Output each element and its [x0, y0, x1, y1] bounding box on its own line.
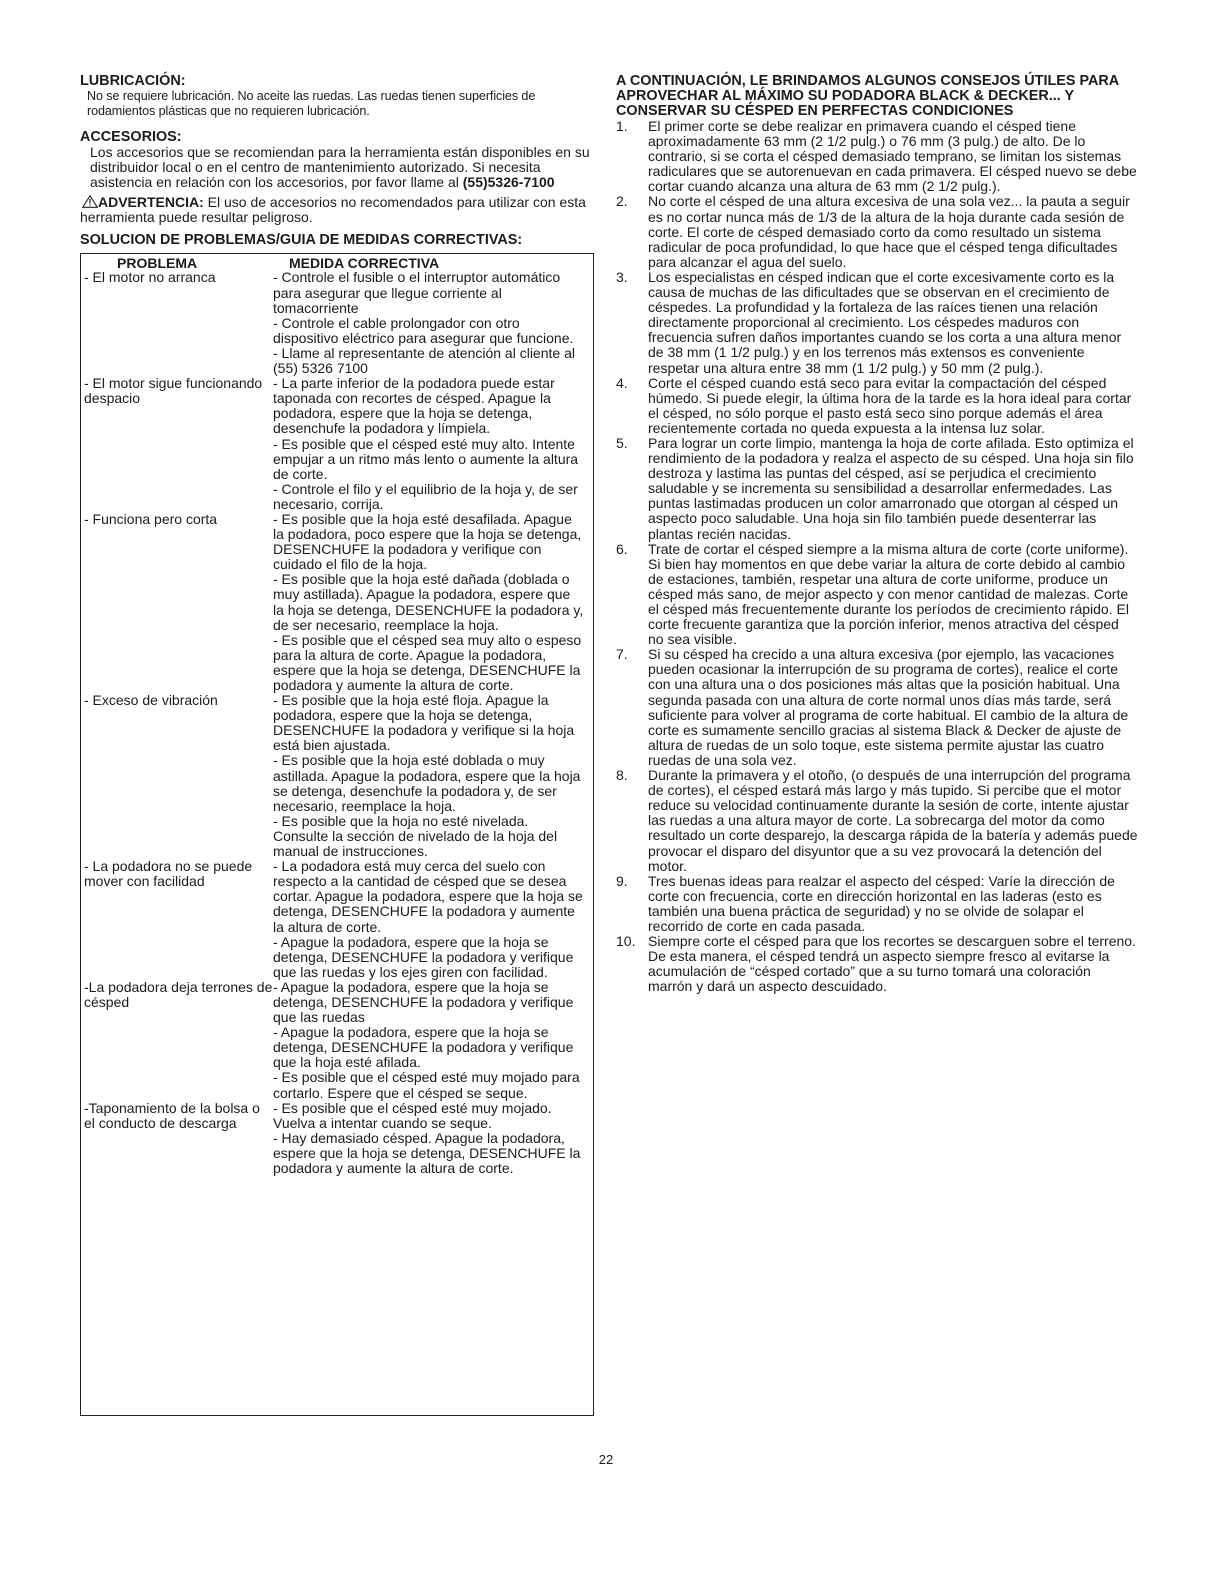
tip-number: 8. — [616, 767, 628, 784]
accessories-heading: ACCESORIOS: — [80, 129, 182, 145]
tip-text: Los especialistas en césped indican que el corte excesivamente corto es la causa de muchas de las dificultades que se observan en el crecimiento de céspedes. La profundidad y la fortaleza de las raíces tienen una relación directamente proporcional al crecimiento. Los céspedes maduros con frecuencia sufren daños importantes cuando se los corta a una altura menor de 38 mm (1 1/2 pulg.) y en los terrenos más extensos es conveniente respetar una altura entre 38 mm (1 1/2 pulg.) y 50 mm (2 pulg.). — [648, 268, 1122, 376]
table-row — [81, 980, 593, 1101]
action-cell — [273, 980, 585, 1101]
tip-number: 6. — [616, 540, 628, 557]
list-item — [616, 270, 1138, 376]
corrective-action: - Es posible que el césped esté muy mojado para cortarlo. Espere que el césped se seque. — [273, 1069, 580, 1101]
table-header — [81, 254, 593, 270]
tip-text: Tres buenas ideas para realzar el aspecto del césped: Varíe la dirección de corte con frecuencia, corte en dirección horizontal en las laderas (esto es también una buena práctica de seguridad) y no se olvide de solapar el recorrido de corte en cada pasada. — [648, 872, 1115, 934]
tip-number: 4. — [616, 374, 628, 391]
accessories-text — [90, 145, 596, 190]
problem-cell: - El motor no arranca — [84, 269, 216, 286]
lubrication-text: No se requiere lubricación. No aceite las ruedas. Las ruedas tienen superficies de rodamientos plásticas que no requieren lubricación. — [87, 89, 536, 118]
corrective-action: - Es posible que la hoja esté desafilada. Apague la podadora, poco espere que la hoja se detenga, DESENCHUFE la podadora y verifique con cuidado el filo de la hoja. — [273, 510, 582, 573]
tip-text: Para lograr un corte limpio, mantenga la hoja de corte afilada. Esto optimiza el rendimiento de la podadora y realza el aspecto de su césped. Una hoja sin filo destroza y lastima las puntas del césped, así se perjudica el crecimiento saludable y se incrementa su sensibilidad a desarrollar enfermedades. Las puntas lastimadas producen un color amarronado que otorgan al césped un aspecto poco saludable. Una hoja sin filo también puede desenterrar las plantas recién nacidas. — [648, 434, 1134, 542]
action-cell — [273, 1101, 585, 1176]
tip-text: Durante la primavera y el otoño, (o después de una interrupción del programa de cortes), el césped estará más largo y más tupido. Si percibe que el motor reduce su velocidad continuamente durante la sesión de corte, intente ajustar las ruedas a una altura mayor de corte. La sobrecarga del motor da como resultado un corte desparejo, la descarga rápida de la batería y además puede provocar el disparo del disyuntor que a su vez provocará la detención del motor. — [648, 767, 1138, 874]
corrective-action: - La parte inferior de la podadora puede estar taponada con recortes de césped. Apague la podadora, espere que la hoja se detenga, desenchufe la podadora y límpiela. — [273, 375, 555, 437]
table-row — [81, 270, 593, 376]
table-row — [81, 859, 593, 980]
action-cell — [273, 859, 585, 980]
tip-number: 10. — [616, 933, 636, 950]
problem-cell: - Funciona pero corta — [84, 510, 218, 527]
action-cell — [273, 693, 585, 859]
troubleshooting-table — [80, 253, 594, 1416]
corrective-action: - Es posible que el césped esté muy alto. Intente empujar a un ritmo más lento o aumente la altura de corte. — [273, 435, 579, 482]
accessories-body: Los accesorios que se recomiendan para la herramienta están disponibles en su distribuidor local o en el centro de mantenimiento autorizado. Si necesita asistencia en relación con los accesorios, por favor llame al — [90, 144, 590, 191]
corrective-action: - Es posible que el césped sea muy alto o espeso para la altura de corte. Apague la podadora, espere que la hoja se detenga, DESENCHUFE la podadora y aumente la altura de corte. — [273, 631, 582, 693]
left-column — [80, 74, 596, 1416]
corrective-action: - Es posible que la hoja esté doblada o muy astillada. Apague la podadora, espere que la hoja se detenga, desenchufe la podadora y, de ser necesario, reemplace la hoja. — [273, 752, 581, 814]
corrective-action: - Controle el fusible o el interruptor automático para asegurar que llegue corriente al tomacorriente — [273, 269, 561, 316]
right-column — [616, 74, 1138, 994]
problem-cell: -La podadora deja terrones de césped — [84, 978, 273, 1010]
corrective-action: - Es posible que la hoja esté floja. Apague la podadora, espere que la hoja se detenga, DESENCHUFE la podadora y verifique si la hoja está bien ajustada. — [273, 692, 575, 754]
corrective-action: - Controle el filo y el equilibrio de la hoja y, de ser necesario, corrija. — [273, 480, 578, 512]
list-item — [616, 542, 1138, 648]
problem-cell: - El motor sigue funcionando despacio — [84, 375, 263, 407]
tip-text: Corte el césped cuando está seco para evitar la compactación del césped húmedo. Si puede elegir, la última hora de la tarde es la hora ideal para cortar el césped, no sólo porque el pasto está seco sino porque además el área recientemente cortada no queda expuesta a la intensa luz solar. — [648, 374, 1132, 436]
warning-triangle-icon — [82, 195, 98, 208]
tip-number: 5. — [616, 434, 628, 451]
list-item — [616, 436, 1138, 542]
corrective-action: - La podadora está muy cerca del suelo con respecto a la cantidad de césped que se desea cortar. Apague la podadora, espere que la hoja se detenga, DESENCHUFE la podadora y aumente la altura de corte. — [273, 858, 583, 935]
tip-text: El primer corte se debe realizar en primavera cuando el césped tiene aproximadamente 63 mm (2 1/2 pulg.) o 76 mm (3 pulg.) de alto. De lo contrario, si se corta el césped demasiado temprano, se limitan los sistemas radiculares que se autorenuevan en cada primavera. El césped nuevo se debe cortar cuando alcanza una altura de 63 mm (2 1/2 pulg.). — [648, 118, 1137, 195]
table-body — [81, 270, 593, 1176]
list-item — [616, 647, 1138, 768]
tip-number: 9. — [616, 872, 628, 889]
list-item — [616, 194, 1138, 269]
problem-cell: - Exceso de vibración — [84, 692, 218, 709]
page-number: 22 — [598, 1452, 614, 1467]
corrective-action: - Hay demasiado césped. Apague la podadora, espere que la hoja se detenga, DESENCHUFE la podadora y aumente la altura de corte. — [273, 1129, 581, 1176]
warning-label: ADVERTENCIA: — [98, 194, 204, 211]
tip-number: 2. — [616, 193, 628, 210]
warning-text: El uso de accesorios no recomendados para utilizar con esta herramienta puede resultar peligroso. — [80, 194, 586, 226]
table-row — [81, 693, 593, 859]
corrective-action: - Controle el cable prolongador con otro dispositivo eléctrico para asegurar que funcione. — [273, 314, 574, 346]
problem-cell: - La podadora no se puede mover con facilidad — [84, 858, 253, 890]
corrective-action: - Apague la podadora, espere que la hoja se detenga, DESENCHUFE la podadora y verifique que la hoja esté afilada. — [273, 1024, 574, 1071]
problem-column-header: PROBLEMA — [117, 255, 198, 272]
list-item — [616, 874, 1138, 934]
troubleshooting-heading: SOLUCION DE PROBLEMAS/GUIA DE MEDIDAS CORRECTIVAS: — [80, 232, 523, 249]
corrective-action: - Llame al representante de atención al cliente al (55) 5326 7100 — [273, 344, 575, 377]
lubrication-heading: LUBRICACIÓN: — [80, 73, 186, 89]
tip-number: 3. — [616, 268, 628, 285]
tip-number: 7. — [616, 646, 628, 663]
action-cell — [273, 270, 585, 376]
tip-text: No corte el césped de una altura excesiva de una sola vez... la pauta a seguir es no cortar nunca más de 1/3 de la altura de la hoja durante cada sesión de corte. El corte de césped demasiado corto da como resultado un sistema radicular de poca profundidad, lo que hace que el césped tenga dificultades para alcanzar el agua del suelo. — [648, 193, 1130, 270]
corrective-action: - Es posible que la hoja esté dañada (doblada o muy astillada). Apague la podadora, espere que la hoja se detenga, DESENCHUFE la podadora y, de ser necesario, reemplace la hoja. — [273, 571, 584, 633]
corrective-action: - Apague la podadora, espere que la hoja se detenga, DESENCHUFE la podadora y verifique que las ruedas — [273, 978, 574, 1026]
list-item — [616, 119, 1138, 194]
list-item — [616, 376, 1138, 436]
corrective-action: - Es posible que el césped esté muy mojado. Vuelva a intentar cuando se seque. — [273, 1099, 552, 1131]
warning-paragraph — [80, 195, 596, 225]
corrective-action: - Apague la podadora, espere que la hoja se detenga, DESENCHUFE la podadora y verifique que las ruedas y los ejes giren con facilidad. — [273, 933, 574, 980]
corrective-action: - Es posible que la hoja no esté nivelada. Consulte la sección de nivelado de la hoja del manual de instrucciones. — [273, 812, 558, 860]
tip-text: Trate de cortar el césped siempre a la misma altura de corte (corte uniforme). Si bien hay momentos en que debe variar la altura de corte debido al cambio de estaciones, también, respetar una altura de corte uniforme, produce un césped más sano, de mejor aspecto y con menor cantidad de malezas. Corte el césped más frecuentemente durante los períodos de crecimiento rápido. El corte frecuente garantiza que la porción inferior, menos atractiva del césped no sea visible. — [648, 540, 1129, 648]
action-cell — [273, 512, 585, 693]
list-item — [616, 934, 1138, 994]
tip-number: 1. — [616, 118, 628, 134]
action-cell — [273, 376, 585, 512]
table-row — [81, 1101, 593, 1176]
tip-text: Siempre corte el césped para que los recortes se descarguen sobre el terreno. De esta manera, el césped tendrá un aspecto siempre fresco al evitarse la acumulación de “césped cortado” que a su turno tomará una coloración marrón y dará un aspecto descuidado. — [648, 933, 1136, 995]
list-item — [616, 768, 1138, 874]
table-row — [81, 512, 593, 693]
problem-cell: -Taponamiento de la bolsa o el conducto de descarga — [84, 1099, 260, 1131]
tip-text: Si su césped ha crecido a una altura excesiva (por ejemplo, las vacaciones pueden ocasionar la interrupción de su programa de cortes), realice el corte con una altura una o dos posiciones más altas que la posición habitual. Una segunda pasada con una altura de corte normal unos días más tarde, será suficiente para volver al programa de corte habitual. El cambio de la altura de corte es sumamente sencillo gracias al sistema Black & Decker de ajuste de altura de ruedas de un solo toque, este sistema permite ajustar las cuatro ruedas de una sola vez. — [648, 646, 1129, 768]
phone-number: (55)5326-7100 — [462, 174, 555, 191]
tips-heading: A CONTINUACIÓN, LE BRINDAMOS ALGUNOS CONSEJOS ÚTILES PARA APROVECHAR AL MÁXIMO SU PODADORA BLACK & DECKER... Y CONSERVAR SU CÉSPED EN PERFECTAS CONDICIONES — [616, 73, 1119, 119]
table-row — [81, 376, 593, 512]
action-column-header: MEDIDA CORRECTIVA — [289, 255, 440, 272]
tips-list — [616, 119, 1138, 994]
